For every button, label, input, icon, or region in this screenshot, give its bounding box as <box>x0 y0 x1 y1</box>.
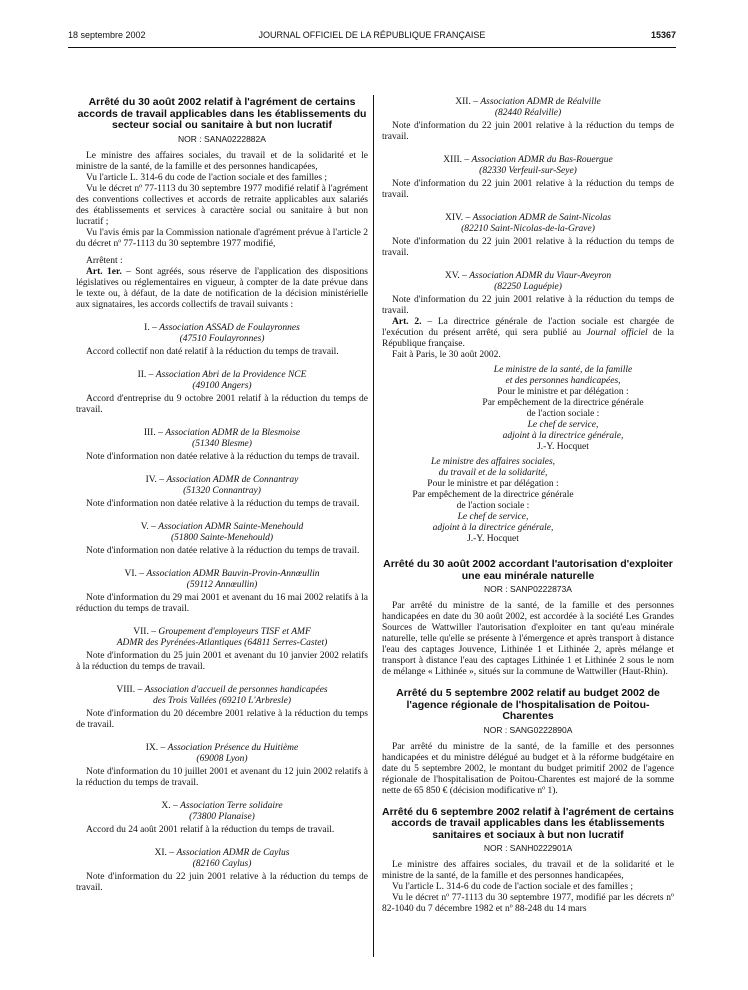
decree-text: Par arrêté du ministre de la santé, de la famille et des personnes handicapées en date du 30 août 2002, est accordée à la société Les Grandes Sources de Wattwiller l'autorisation d'exploiter en tant qu'eau minérale naturelle, telle qu'elle se présente à l'émergence et après transport à distance l'eau des captages Jouvence, Lithinée 1 et Lithinée 2, après mélange et transport à distance l'eau des captages Lithinée 1 et Lithinée 2 sous le nom de mélange « Lithinée », situés sur la commune de Wattwiller (Haut-Rhin). <box>382 601 674 677</box>
association-note: Note d'information du 22 juin 2001 relative à la réduction du temps de travail. <box>382 295 674 316</box>
association-heading: VIII. – Association d'accueil de personnes handicapées des Trois Vallées (69210 L'Arbresle) <box>116 684 328 706</box>
association-note: Note d'information du 22 juin 2001 relative à la réduction du temps de travail. <box>382 179 674 200</box>
right-column <box>382 97 674 915</box>
association-heading: XII. – Association ADMR de Réalville (82440 Réalville) <box>455 97 601 118</box>
article-1 <box>76 267 368 311</box>
article-1-text: – Sont agréés, sous réserve de l'application des dispositions législatives ou réglementaires en vigueur, à compter de la date prévue dans le texte ou, à défaut, de la date de notification de la décision ministérielle aux signataires, les accords collectifs de travail suivants : <box>76 266 368 310</box>
association-note: Note d'information du 29 mai 2001 et avenant du 16 mai 2002 relatifs à la réduction du temps de travail. <box>76 592 368 614</box>
decree-visa-1: Vu l'article L. 314-6 du code de l'action sociale et des familles ; <box>392 882 634 892</box>
association-note: Accord d'entreprise du 9 octobre 2001 relatif à la réduction du temps de travail. <box>76 393 368 415</box>
header-rule <box>68 47 676 48</box>
association-heading: V. – Association ADMR Sainte-Menehould (51800 Sainte-Menehould) <box>140 521 304 543</box>
association-heading: I. – Association ASSAD de Foulayronnes (47510 Foulayronnes) <box>144 322 300 344</box>
association-note: Note d'information non datée relative à la réduction du temps de travail. <box>86 451 360 462</box>
decree-preamble: Le ministre des affaires sociales, du travail et de la solidarité et le ministre de la santé, de la famille et des personnes handicapées, <box>76 150 368 172</box>
header-page-number: 15367 <box>650 30 676 40</box>
association-heading: II. – Association Abri de la Providence NCE (49100 Angers) <box>137 369 307 391</box>
association-note: Note d'information du 22 juin 2001 relative à la réduction du temps de travail. <box>76 871 368 893</box>
association-note: Accord du 24 août 2001 relatif à la réduction du temps de travail. <box>86 824 335 835</box>
association-heading: XI. – Association ADMR de Caylus (82160 Caylus) <box>154 847 290 869</box>
association-note: Note d'information du 22 juin 2001 relative à la réduction du temps de travail. <box>382 121 674 142</box>
decree-nor: NOR : SANA0222882A <box>178 133 266 144</box>
decree-title: Arrêté du 30 août 2002 accordant l'autorisation d'exploiter une eau minérale naturelle <box>383 558 673 582</box>
decree-title: Arrêté du 6 septembre 2002 relatif à l'agrément de certains accords de travail applicables dans les établissements sanitaires et sociaux à but non lucratif <box>382 805 674 841</box>
header-date: 18 septembre 2002 <box>68 30 146 40</box>
association-note: Note d'information non datée relative à la réduction du temps de travail. <box>86 498 360 509</box>
journal-officiel-ref: Journal officiel <box>586 328 648 338</box>
decree-visa-2: Vu le décret nº 77-1113 du 30 septembre 1977 modifié relatif à l'agrément des conventions collectives et accords de retraite applicables aux salariés des établissements et services à caractère social ou sanitaire à but non lucratif ; <box>76 183 368 227</box>
signature-block-sante: Le ministre de la santé, de la famille et des personnes handicapées, Pour le ministre et par délégation : Par empêchement de la directrice générale de l'action sociale : Le chef de service, adjoint à la directrice générale, J.-Y. Hocquet <box>452 365 674 453</box>
page-header <box>68 30 676 44</box>
association-heading: VI. – Association ADMR Bauvin-Provin-Annœullin (59112 Annœullin) <box>124 568 320 590</box>
article-2: Art. 2. – La directrice générale de l'action sociale est chargée de l'exécution du présent arrêté, qui sera publié au Journal officiel de la République française. <box>382 317 675 349</box>
header-journal-title: JOURNAL OFFICIEL DE LA RÉPUBLIQUE FRANÇAISE <box>258 30 486 40</box>
signature-block-affaires-sociales: Le ministre des affaires sociales, du travail et de la solidarité, Pour le ministre et par délégation : Par empêchement de la directrice générale de l'action sociale : Le chef de service, adjoint à la directrice générale, J.-Y. Hocquet <box>382 457 604 545</box>
association-heading: XV. – Association ADMR du Viaur-Aveyron (82250 Laguépie) <box>444 271 612 292</box>
signatory-name: J.-Y. Hocquet <box>537 442 589 452</box>
association-heading: IV. – Association ADMR de Connantray (51320 Connantray) <box>145 474 299 496</box>
association-heading: XIII. – Association ADMR du Bas-Rouergue (82330 Verfeuil-sur-Seye) <box>443 155 613 176</box>
decree-nor: NOR : SANG0222890A <box>483 724 573 735</box>
decree-nor: NOR : SANH0222901A <box>483 843 573 853</box>
association-heading: XIV. – Association ADMR de Saint-Nicolas (82210 Saint-Nicolas-de-la-Grave) <box>445 213 611 234</box>
decree-text: Par arrêté du ministre de la santé, de la famille et des personnes handicapées et du ministre délégué au budget et à la réforme budgétaire en date du 5 septembre 2002, le montant du budget primitif 2002 de l'agence régionale de l'hospitalisation de Poitou-Charentes est majoré de la somme nette de 65 850 € (décision modificative nº 1). <box>382 741 674 796</box>
decree-visa-1: Vu l'article L. 314-6 du code de l'action sociale et des familles ; <box>86 172 328 183</box>
signature-place-date: Fait à Paris, le 30 août 2002. <box>392 350 501 360</box>
article-1-label: Art. 1er. <box>86 266 122 277</box>
article-2-label: Art. 2. <box>392 317 422 327</box>
association-note: Note d'information du 22 juin 2001 relative à la réduction du temps de travail. <box>382 237 674 258</box>
decree-visa-3: Vu l'avis émis par la Commission nationale d'agrément prévue à l'article 2 du décret nº 77-1113 du 30 septembre 1977 modifié, <box>76 227 368 249</box>
decree-title: Arrêté du 5 septembre 2002 relatif au budget 2002 de l'agence régionale de l'hospitalisation de Poitou-Charentes <box>396 687 660 722</box>
association-note: Note d'information du 20 décembre 2001 relative à la réduction du temps de travail. <box>76 708 368 730</box>
signatory-name: J.-Y. Hocquet <box>467 534 519 544</box>
association-heading: III. – Association ADMR de la Blesmoise (51340 Blesme) <box>143 427 301 449</box>
left-column <box>76 97 368 894</box>
decree-preamble: Le ministre des affaires sociales, du travail et de la solidarité et le ministre de la santé, de la famille et des personnes handicapées, <box>382 860 674 881</box>
decree-title: Arrêté du 30 août 2002 relatif à l'agrément de certains accords de travail applicables dans les établissements du secteur social ou sanitaire à but non lucratif <box>77 96 367 131</box>
association-heading: VII. – Groupement d'employeurs TISF et AMF ADMR des Pyrénées-Atlantiques (64811 Serres-Castet) <box>116 626 328 648</box>
decree-visa-2: Vu le décret nº 77-1113 du 30 septembre 1977, modifié par les décrets nº 82-1040 du 7 décembre 1982 et nº 88-248 du 14 mars <box>382 893 674 914</box>
association-note: Accord collectif non daté relatif à la réduction du temps de travail. <box>86 346 339 357</box>
association-note: Note d'information non datée relative à la réduction du temps de travail. <box>86 545 360 556</box>
association-note: Note d'information du 25 juin 2001 et avenant du 10 janvier 2002 relatifs à la réduction du temps de travail. <box>76 650 368 672</box>
association-heading: X. – Association Terre solidaire (73800 Planaise) <box>161 800 283 822</box>
association-heading: IX. – Association Présence du Huitième (69008 Lyon) <box>145 742 299 764</box>
column-divider <box>373 95 374 957</box>
decree-nor: NOR : SANP0222873A <box>484 584 572 594</box>
association-note: Note d'information du 10 juillet 2001 et avenant du 12 juin 2002 relatifs à la réduction du temps de travail. <box>76 766 368 788</box>
arretent: Arrêtent : <box>86 255 123 266</box>
